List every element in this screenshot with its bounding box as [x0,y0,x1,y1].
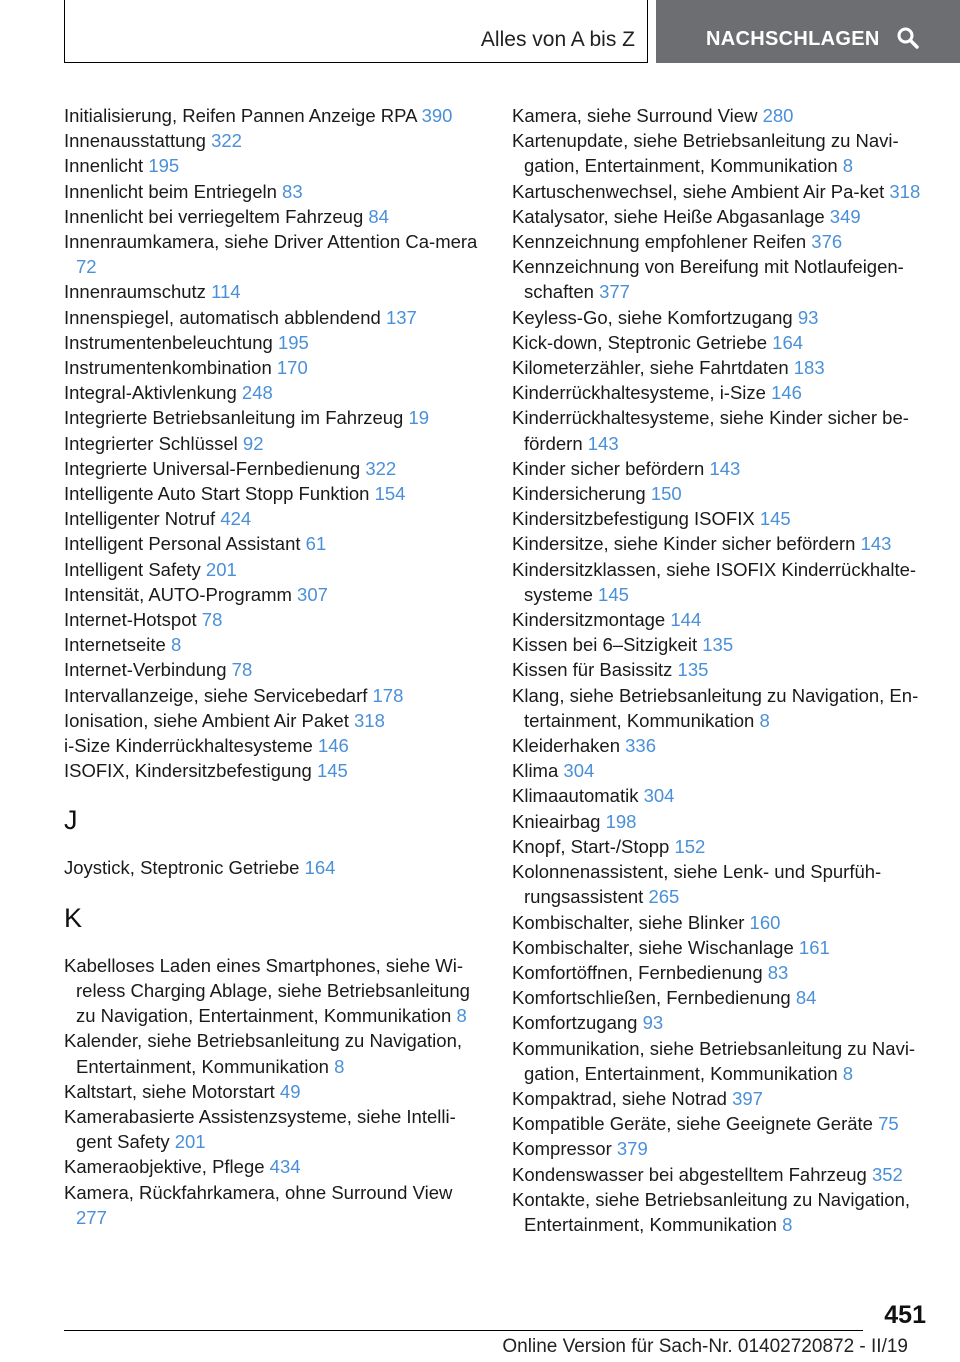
page-link[interactable]: 304 [563,760,595,782]
index-entry [512,229,932,254]
page-link[interactable]: 8 [334,1055,345,1077]
index-entry-text: Komfortschließen, Fernbedienung [512,987,796,1009]
index-entry-text: Intensität, AUTO-Programm [64,583,298,605]
index-entry-text: Knopf, Start-/Stopp [512,835,675,857]
index-entry [64,330,480,355]
index-entry [64,632,480,657]
index-entry-text: Kartuschenwechsel, siehe Ambient Air Pa-ket [512,180,890,202]
page-link[interactable]: 92 [242,432,264,454]
page-link[interactable]: 170 [276,357,308,379]
page-link[interactable]: 8 [170,634,182,656]
index-entry [512,204,932,229]
page-link[interactable]: 318 [889,180,921,202]
page-link[interactable]: 248 [241,382,273,404]
index-entry-text: Innenausstattung [64,130,212,152]
index-entry-text: Ionisation, siehe Ambient Air Paket [64,709,355,731]
index-entry-text: Kindersitzbefestigung ISOFIX [512,508,760,530]
index-entry-text: Kennzeichnung von Bereifung mit Notlaufeigen-schaften [512,256,904,303]
index-entry [64,204,480,229]
index-entry-text: Kameraobjektive, Pflege [64,1156,270,1178]
index-entry [512,607,932,632]
index-entry [512,380,932,405]
page-link[interactable]: 145 [598,583,629,605]
index-entry-text: Kalender, siehe Betriebsanleitung zu Navigation, Entertainment, Kommunikation [64,1030,463,1077]
page-link[interactable]: 78 [201,609,223,631]
index-entry [512,355,932,380]
index-entry [64,1079,480,1104]
index-entry-text: Knieairbag [512,810,606,832]
index-entry [64,758,480,783]
index-entry-text: Integral-Aktivlenkung [64,382,242,404]
index-entry [64,855,480,880]
index-entry [64,531,480,556]
index-entry [512,179,932,204]
index-entry-text: Kissen für Basissitz [512,659,678,681]
index-entry [64,683,480,708]
page-link[interactable]: 164 [772,331,804,353]
index-entry-text: Kindersitze, siehe Kinder sicher befördern [512,533,861,555]
index-entry-text: Klima [512,760,564,782]
index-entry-text: Intelligente Auto Start Stopp Funktion [64,483,375,505]
index-entry-text: Initialisierung, Reifen Pannen Anzeige RPA [64,105,422,126]
index-entry [512,783,932,808]
index-letter-heading: K [64,902,83,933]
index-entry-text: ISOFIX, Kindersitzbefestigung [64,760,317,782]
index-entry-text: Komfortzugang [512,1012,643,1034]
page-link[interactable]: 150 [650,483,682,505]
index-entry [512,103,932,128]
page-link[interactable]: 146 [771,382,802,404]
index-entry [512,557,932,607]
index-entry [64,279,480,304]
index-entry [512,456,932,481]
page-link[interactable]: 145 [759,508,791,530]
page-link[interactable]: 377 [599,281,630,303]
footer-text: Online Version für Sach-Nr. 01402720872 - II/19 [502,1336,908,1357]
index-entry [512,405,932,455]
index-entry-text: Intelligent Personal Assistant [64,533,306,555]
page-link[interactable]: 83 [767,961,789,983]
index-entry-text: Innenraumschutz [64,281,212,303]
index-entry [512,910,932,935]
page-link[interactable]: 178 [372,684,404,706]
page-link[interactable]: 390 [421,105,453,126]
index-entry [64,1028,480,1078]
index-entry [64,456,480,481]
page-link[interactable]: 78 [231,659,253,681]
index-entry [64,179,480,204]
index-entry-text: Intervallanzeige, siehe Servicebedarf [64,684,373,706]
index-entry-text: Innenraumkamera, siehe Driver Attention Ca-mera [64,231,478,253]
index-entry-text: Katalysator, siehe Heiße Abgasanlage [512,205,830,227]
index-entry [512,330,932,355]
page-link[interactable]: 143 [587,432,619,454]
index-entry-text: Kinderrückhaltesysteme, i-Size [512,382,772,404]
index-entry-text: Kompressor [512,1138,617,1160]
index-entry [512,506,932,531]
index-entry [64,733,480,758]
index-entry [64,708,480,733]
page-link[interactable]: 424 [220,508,252,530]
page-link[interactable]: 183 [793,357,825,379]
index-entry [512,128,932,178]
page-link[interactable]: 135 [702,634,734,656]
index-entry [512,859,932,909]
index-entry [64,103,480,128]
page-link[interactable]: 61 [305,533,327,555]
page-link[interactable]: 8 [782,1213,793,1235]
page-link[interactable]: 201 [174,1131,206,1153]
page-link[interactable]: 434 [269,1156,301,1178]
page-link[interactable]: 75 [878,1113,899,1135]
index-entry-text: Kindersitzmontage [512,609,671,631]
page-link[interactable]: 8 [759,709,770,731]
page-link[interactable]: 84 [368,205,389,227]
page-link[interactable]: 49 [279,1080,301,1102]
index-entry-text: Innenlicht [64,155,149,177]
page-link[interactable]: 198 [605,810,637,832]
index-entry-text: Kindersitzklassen, siehe ISOFIX Kinderrückhalte-systeme [512,558,917,605]
footer-divider [64,1330,863,1331]
page-link[interactable]: 144 [670,609,702,631]
index-entry [512,960,932,985]
page-link[interactable]: 93 [642,1012,664,1034]
index-entry [64,953,480,1029]
index-entry [64,153,480,178]
index-entry-text: Kontakte, siehe Betriebsanleitung zu Navigation, Entertainment, Kommunikation [512,1188,911,1235]
index-entry [512,305,932,330]
index-entry-text: Kennzeichnung empfohlener Reifen [512,231,812,253]
index-entry-text: Kick-down, Steptronic Getriebe [512,331,773,353]
index-entry-text: Keyless-Go, siehe Komfortzugang [512,306,798,328]
page-link[interactable]: 93 [797,306,819,328]
index-entry [64,481,480,506]
page-link[interactable]: 161 [798,936,830,958]
section-label[interactable]: NACHSCHLAGEN [706,28,880,50]
page-link[interactable]: 164 [304,857,336,879]
index-entry-text: Integrierter Schlüssel [64,432,243,454]
index-entry [512,809,932,834]
index-entry [64,229,480,279]
page-link[interactable]: 336 [625,735,657,757]
section-header[interactable] [656,0,960,63]
index-entry [512,657,932,682]
index-entry-text: Intelligenter Notruf [64,508,221,530]
search-icon[interactable] [896,26,920,50]
index-entry [64,1104,480,1154]
index-entry-text: Innenlicht bei verriegeltem Fahrzeug [64,205,369,227]
index-entry-text: Instrumentenkombination [64,357,277,379]
page-link[interactable]: 322 [211,130,242,152]
index-entry-text: Internetseite [64,634,171,656]
index-entry [64,305,480,330]
page-link[interactable]: 376 [811,231,843,253]
page-link[interactable]: 352 [871,1163,903,1185]
index-entry-text: Kleiderhaken [512,735,626,757]
index-entry [64,1180,480,1230]
index-entry-text: i-Size Kinderrückhaltesysteme [64,735,318,757]
index-entry-text: Klimaautomatik [512,785,644,807]
index-entry [512,1136,932,1161]
index-entry [512,632,932,657]
index-entry-text: Kamera, siehe Surround View [512,105,763,126]
page-link[interactable]: 8 [456,1005,467,1027]
index-entry-text: Kompatible Geräte, siehe Geeignete Geräte [512,1113,879,1135]
page-link[interactable]: 277 [76,1206,107,1228]
index-entry [64,355,480,380]
breadcrumb[interactable]: Alles von A bis Z [480,28,635,51]
page-link[interactable]: 160 [749,911,781,933]
index-entry-text: Kondenswasser bei abgestelltem Fahrzeug [512,1163,872,1185]
index-entry-text: Kamerabasierte Assistenzsysteme, siehe Intelli-gent Safety [64,1105,456,1153]
index-column-left [64,103,480,1230]
index-entry-text: Joystick, Steptronic Getriebe [64,857,305,879]
index-entry-text: Kindersicherung [512,483,651,505]
page-link[interactable]: 201 [205,558,237,580]
index-entry [512,1162,932,1187]
page-link[interactable]: 280 [762,105,794,126]
index-entry-text: Integrierte Betriebsanleitung im Fahrzeug [64,407,409,429]
index-entry [64,607,480,632]
page-link[interactable]: 318 [354,709,385,731]
page-link[interactable]: 397 [732,1087,763,1109]
index-entry [64,657,480,682]
index-column-right [512,103,932,1237]
page-link[interactable]: 349 [829,205,861,227]
index-entry-text: Innenlicht beim Entriegeln [64,180,283,202]
index-entry-text: Intelligent Safety [64,558,206,580]
index-entry [512,1187,932,1237]
page-link[interactable]: 304 [643,785,675,807]
index-entry [512,834,932,859]
index-entry-text: Kompaktrad, siehe Notrad [512,1087,733,1109]
page-link[interactable]: 146 [317,735,349,757]
index-entry-text: Kamera, Rückfahrkamera, ohne Surround View [64,1181,453,1203]
index-entry-text: Kissen bei 6–Sitzigkeit [512,634,703,656]
index-entry [512,985,932,1010]
index-entry [64,557,480,582]
index-entry [64,1154,480,1179]
index-entry-text: Kartenupdate, siehe Betriebsanleitung zu Navi-gation, Entertainment, Kommunikation [512,130,899,177]
index-entry-text: Kaltstart, siehe Motorstart [64,1080,280,1102]
index-entry [64,431,480,456]
index-entry-text: Instrumentenbeleuchtung [64,331,278,353]
index-entry-text: Kommunikation, siehe Betriebsanleitung zu Navi-gation, Entertainment, Kommunikation [512,1037,916,1084]
index-entry-text: Kilometerzähler, siehe Fahrtdaten [512,357,794,379]
index-entry [512,1111,932,1136]
page-link[interactable]: 19 [408,407,430,429]
index-entry [512,254,932,304]
index-entry [512,1010,932,1035]
index-entry [512,758,932,783]
page-link[interactable]: 154 [374,483,406,505]
page-link[interactable]: 84 [795,987,817,1009]
index-entry-text: Innenspiegel, automatisch abblendend [64,306,386,328]
index-entry [512,683,932,733]
page-link[interactable]: 265 [648,886,680,908]
index-entry [64,128,480,153]
index-entry-text: Kabelloses Laden eines Smartphones, siehe Wi-reless Charging Ablage, siehe Betriebsanleitung zu Navigation, Entertainment, Kommunikation [64,954,470,1027]
page-link[interactable]: 143 [709,457,741,479]
page-link[interactable]: 152 [674,835,706,857]
page-link[interactable]: 195 [148,155,180,177]
index-entry-text: Kombischalter, siehe Blinker [512,911,750,933]
page-link[interactable]: 114 [211,281,241,303]
page-link[interactable]: 8 [842,155,854,177]
page-link[interactable]: 135 [677,659,709,681]
index-entry-text: Internet-Verbindung [64,659,232,681]
index-entry [512,481,932,506]
index-entry [512,733,932,758]
index-entry [512,1086,932,1111]
index-entry-text: Klang, siehe Betriebsanleitung zu Navigation, En-tertainment, Kommunikation [512,684,919,731]
index-entry-text: Integrierte Universal-Fernbedienung [64,457,366,479]
index-entry [512,935,932,960]
page-link[interactable]: 307 [297,583,328,605]
header-breadcrumb-box [64,0,648,63]
index-entry [512,531,932,556]
index-entry-text: Internet-Hotspot [64,609,202,631]
page-link[interactable]: 137 [385,306,417,328]
page-number: 451 [884,1301,926,1329]
index-entry-text: Kolonnenassistent, siehe Lenk- und Spurfüh-rungsassistent [512,861,882,908]
page-link[interactable]: 195 [277,331,309,353]
index-entry [64,380,480,405]
page-link[interactable]: 8 [842,1062,854,1084]
page-link[interactable]: 72 [76,256,97,278]
index-entry-text: Komfortöffnen, Fernbedienung [512,961,768,983]
index-entry-text: Kombischalter, siehe Wischanlage [512,936,799,958]
index-entry-text: Kinder sicher befördern [512,457,710,479]
page-link[interactable]: 145 [316,760,348,782]
index-entry-text: Kinderrückhaltesysteme, siehe Kinder sicher be-fördern [512,407,909,454]
index-entry [64,506,480,531]
index-letter-heading: J [64,805,78,836]
page-link[interactable]: 143 [860,533,892,555]
index-entry [64,405,480,430]
index-entry [512,1036,932,1086]
page-link[interactable]: 83 [282,180,303,202]
index-entry [64,582,480,607]
page-link[interactable]: 379 [616,1138,648,1160]
page-link[interactable]: 322 [365,457,397,479]
